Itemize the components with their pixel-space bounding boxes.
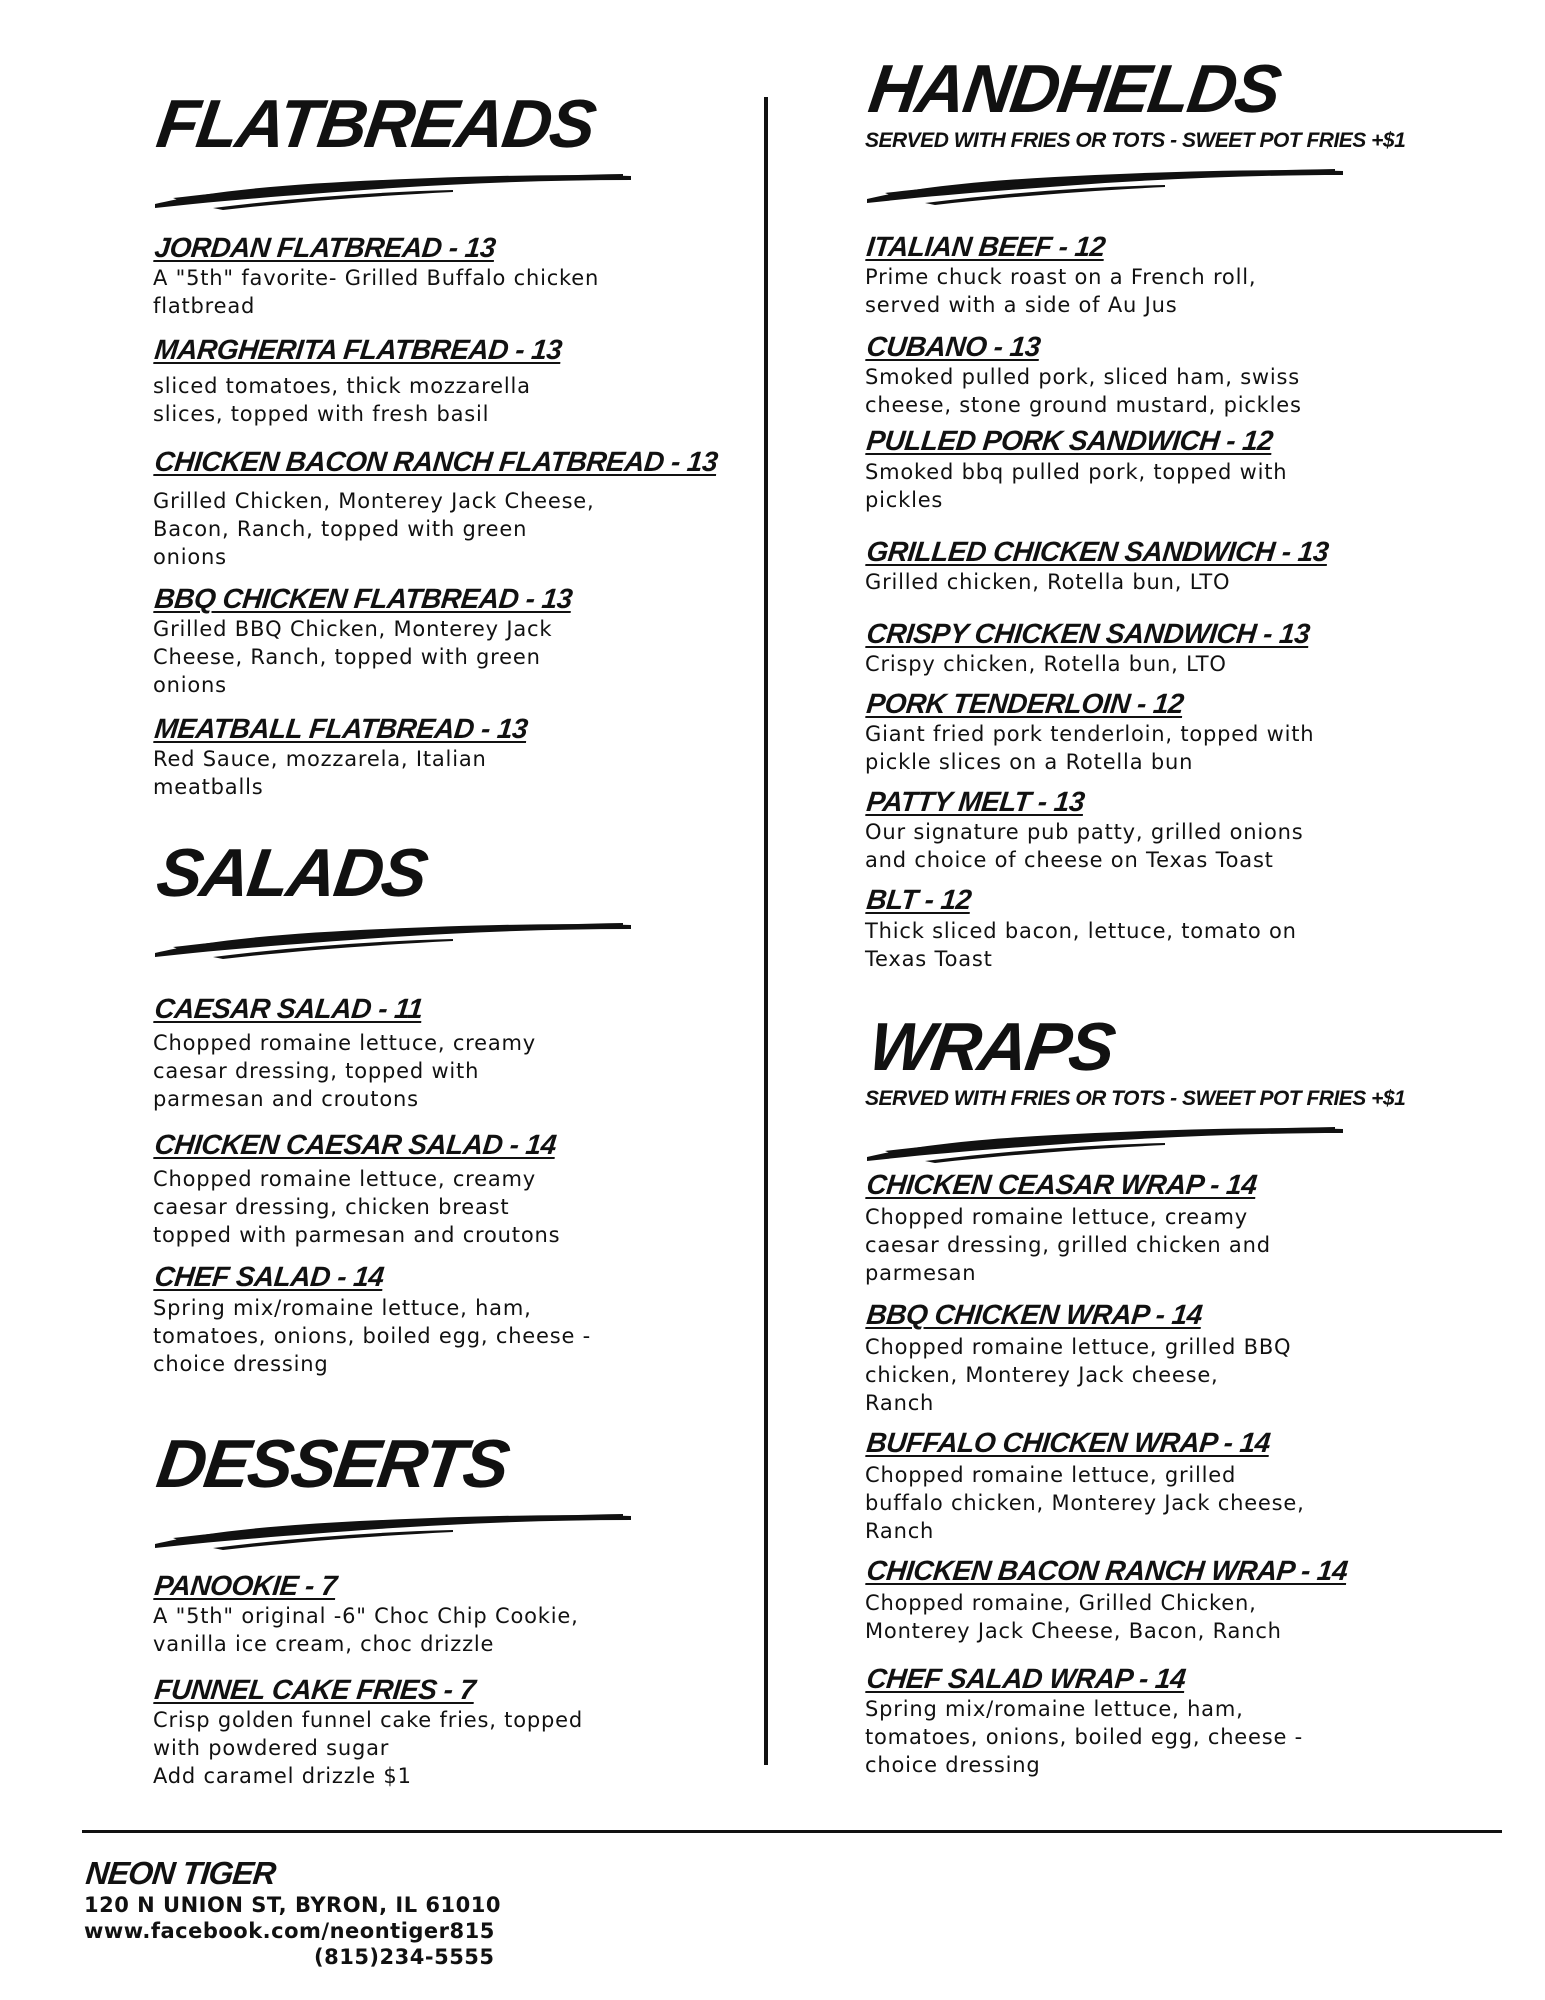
- facebook-link[interactable]: www.facebook.com/neontiger815: [84, 1919, 495, 1943]
- menu-item-title: CAESAR SALAD - 11: [153, 992, 425, 1024]
- wraps-subtitle: SERVED WITH FRIES OR TOTS - SWEET POT FRIES +$1: [865, 1086, 1406, 1110]
- menu-item-description: Crisp golden funnel cake fries, topped with powdered sugar Add caramel drizzle $1: [153, 1707, 583, 1788]
- flatbreads-title: FLATBREADS: [152, 86, 599, 162]
- menu-item: [865, 618, 1465, 678]
- menu-item-title: MARGHERITA FLATBREAD - 13: [153, 334, 564, 366]
- menu-item-title: JORDAN FLATBREAD - 13: [153, 232, 497, 263]
- menu-item-description: Chopped romaine lettuce, grilled BBQ chicken, Monterey Jack cheese, Ranch: [865, 1334, 1292, 1415]
- menu-item-description: Chopped romaine lettuce, creamy caesar dressing, chicken breast topped with parmesan and croutons: [153, 1167, 561, 1248]
- menu-item: [153, 583, 713, 699]
- menu-item-title: CRISPY CHICKEN SANDWICH - 13: [865, 617, 1312, 649]
- menu-item: [865, 1663, 1465, 1779]
- menu-item-title: CHICKEN CAESAR SALAD - 14: [153, 1129, 558, 1161]
- menu-item: [153, 1674, 713, 1790]
- menu-item: [865, 1299, 1465, 1417]
- salads-section: [152, 834, 713, 1378]
- menu-item-title: FUNNEL CAKE FRIES - 7: [153, 1673, 477, 1705]
- flatbreads-section: [152, 86, 720, 801]
- brush-stroke-divider: [865, 1121, 1345, 1165]
- menu-item: [865, 1427, 1465, 1545]
- menu-item: [865, 1555, 1465, 1645]
- menu-item-description: Giant fried pork tenderloin, topped with pickle slices on a Rotella bun: [865, 722, 1315, 775]
- menu-item-title: PATTY MELT - 13: [865, 786, 1086, 818]
- wraps-title: WRAPS: [864, 1008, 1119, 1085]
- salads-title: SALADS: [152, 834, 431, 911]
- menu-item: [865, 231, 1465, 319]
- menu-item-description: A "5th" original -6" Choc Chip Cookie, vanilla ice cream, choc drizzle: [153, 1603, 579, 1656]
- menu-item-description: sliced tomatoes, thick mozzarella slices, topped with fresh basil: [153, 374, 531, 427]
- menu-item-description: Chopped romaine, Grilled Chicken, Monterey Jack Cheese, Bacon, Ranch: [865, 1591, 1282, 1644]
- menu-item: [865, 688, 1465, 776]
- menu-item-title: BBQ CHICKEN WRAP - 14: [865, 1298, 1204, 1330]
- menu-item: [153, 993, 713, 1113]
- menu-item-title: BBQ CHICKEN FLATBREAD - 13: [153, 582, 574, 614]
- menu-item-title: PULLED PORK SANDWICH - 12: [865, 425, 1275, 457]
- menu-item: [153, 334, 713, 428]
- menu-item-description: Grilled Chicken, Monterey Jack Cheese, Bacon, Ranch, topped with green onions: [153, 488, 595, 569]
- menu-item-description: Smoked pulled pork, sliced ham, swiss cheese, stone ground mustard, pickles: [865, 365, 1302, 418]
- menu-item: [153, 713, 713, 801]
- menu-item-description: Spring mix/romaine lettuce, ham, tomatoes, onions, boiled egg, cheese - choice dressing: [865, 1697, 1304, 1778]
- menu-item-title: CHEF SALAD WRAP - 14: [865, 1663, 1188, 1695]
- menu-item: [153, 1570, 713, 1658]
- menu-item-description: Chopped romaine lettuce, creamy caesar dressing, topped with parmesan and croutons: [153, 1031, 537, 1112]
- column-divider: [764, 97, 768, 1765]
- handhelds-subtitle: SERVED WITH FRIES OR TOTS - SWEET POT FRIES +$1: [865, 129, 1406, 152]
- desserts-section: [152, 1425, 713, 1790]
- right-column: [864, 51, 1465, 1779]
- wraps-section: [864, 1008, 1465, 1780]
- brush-stroke-divider: [865, 163, 1345, 207]
- menu-item-title: BLT - 12: [865, 884, 973, 916]
- menu-item: [865, 536, 1465, 596]
- left-column: [152, 86, 720, 1790]
- menu-item-title: CUBANO - 13: [865, 331, 1042, 363]
- menu-item-description: Grilled chicken, Rotella bun, LTO: [865, 569, 1231, 594]
- restaurant-address: 120 N UNION ST, BYRON, IL 61010: [84, 1893, 501, 1917]
- restaurant-name: NEON TIGER: [84, 1855, 278, 1891]
- menu-item-description: Red Sauce, mozzarela, Italian meatballs: [153, 746, 487, 799]
- handhelds-section: [864, 51, 1465, 973]
- menu-item-description: Our signature pub patty, grilled onions and choice of cheese on Texas Toast: [865, 820, 1304, 873]
- menu-item-description: Prime chuck roast on a French roll, served with a side of Au Jus: [865, 265, 1257, 318]
- menu-item-description: Thick sliced bacon, lettuce, tomato on Texas Toast: [865, 918, 1297, 971]
- menu-item: [865, 331, 1465, 419]
- desserts-title: DESSERTS: [152, 1425, 513, 1502]
- menu-item-title: MEATBALL FLATBREAD - 13: [153, 712, 530, 744]
- phone-number[interactable]: (815)234-5555: [314, 1945, 495, 1969]
- menu-item-description: Spring mix/romaine lettuce, ham, tomatoes, onions, boiled egg, cheese - choice dressing: [153, 1295, 592, 1376]
- menu-item: [153, 1261, 713, 1377]
- menu-item-title: GRILLED CHICKEN SANDWICH - 13: [865, 535, 1330, 567]
- menu-item: [153, 232, 713, 320]
- menu-item: [153, 446, 720, 570]
- brush-stroke-divider: [153, 168, 633, 212]
- menu-item-title: BUFFALO CHICKEN WRAP - 14: [865, 1426, 1272, 1458]
- menu-item-title: CHICKEN BACON RANCH WRAP - 14: [865, 1555, 1350, 1587]
- menu-item-title: PANOOKIE - 7: [153, 1569, 339, 1601]
- menu-item-description: A "5th" favorite- Grilled Buffalo chicken flatbread: [153, 266, 600, 319]
- menu-item: [865, 1169, 1465, 1287]
- menu-item: [153, 1129, 713, 1249]
- menu-item-title: CHEF SALAD - 14: [153, 1261, 386, 1293]
- menu-item-title: PORK TENDERLOIN - 12: [865, 687, 1186, 719]
- brush-stroke-divider: [153, 1508, 633, 1552]
- footer: [84, 1855, 501, 1970]
- menu-item-description: Chopped romaine lettuce, creamy caesar dressing, grilled chicken and parmesan: [865, 1204, 1271, 1285]
- menu-item-description: Crispy chicken, Rotella bun, LTO: [865, 651, 1227, 676]
- menu-item-description: Chopped romaine lettuce, grilled buffalo chicken, Monterey Jack cheese, Ranch: [865, 1463, 1305, 1544]
- menu-item: [865, 425, 1465, 513]
- menu-item: [865, 884, 1465, 972]
- menu-item-description: Smoked bbq pulled pork, topped with pickles: [865, 459, 1288, 512]
- menu-item: [865, 786, 1465, 874]
- handhelds-title: HANDHELDS: [864, 51, 1285, 127]
- menu-item-description: Grilled BBQ Chicken, Monterey Jack Cheese, Ranch, topped with green onions: [153, 616, 553, 697]
- menu-item-title: CHICKEN CEASAR WRAP - 14: [865, 1168, 1259, 1200]
- brush-stroke-divider: [153, 917, 633, 961]
- menu-item-title: ITALIAN BEEF - 12: [865, 231, 1107, 262]
- footer-divider: [82, 1830, 1502, 1833]
- menu-item-title: CHICKEN BACON RANCH FLATBREAD - 13: [153, 446, 720, 478]
